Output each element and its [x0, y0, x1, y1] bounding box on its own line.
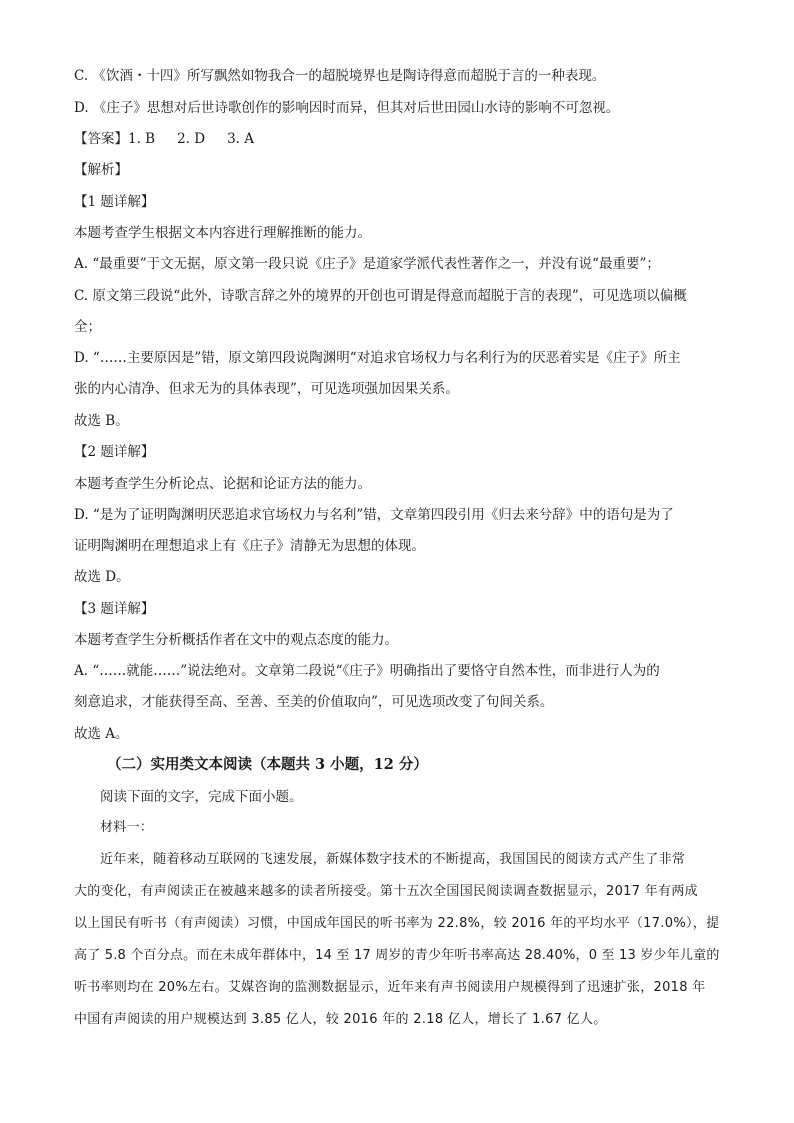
answer-line — [74, 129, 724, 149]
q1-heading: 【1 题详解】 — [74, 194, 155, 210]
q1-option-c-line2: 全； — [74, 319, 101, 335]
answer-2: 2. D — [177, 131, 206, 147]
q1-intro: 本题考查学生根据文本内容进行理解推断的能力。 — [74, 225, 371, 241]
answer-tag: 【答案】 — [74, 131, 128, 147]
q3-option-a-line2: 刻意追求，才能获得至高、至善、至美的价值取向”，可见选项改变了句间关系。 — [74, 694, 554, 710]
q1-option-c-line1: C. 原文第三段说“此外，诗歌言辞之外的境界的开创也可谓是得意而超脱于言的表现”，可见选项以偏概 — [74, 288, 687, 304]
material-paragraph-line2: 大的变化，有声阅读正在被越来越多的读者所接受。第十五次全国国民阅读调查数据显示，2017 年有两成 — [74, 884, 698, 899]
q3-choice: 故选 A。 — [74, 726, 129, 742]
section-instruction: 阅读下面的文字，完成下面小题。 — [100, 789, 303, 805]
answer-1: 1. B — [128, 131, 156, 147]
q1-option-d-line2: 张的内心清净、但求无为的具体表现”，可见选项强加因果关系。 — [74, 381, 459, 397]
analysis-tag: 【解析】 — [74, 162, 128, 178]
q3-intro: 本题考查学生分析概括作者在文中的观点态度的能力。 — [74, 632, 398, 648]
q1-choice: 故选 B。 — [74, 413, 129, 429]
q1-option-d-line1: D. “……主要原因是”错，原文第四段说陶渊明“对追求官场权力与名利行为的厌恶着实是《庄子》所主 — [74, 350, 681, 366]
material-paragraph-line6: 中国有声阅读的用户规模达到 3.85 亿人，较 2016 年的 2.18 亿人，增长了 1.67 亿人。 — [74, 1012, 607, 1027]
material-label: 材料一： — [100, 820, 154, 835]
q3-heading: 【3 题详解】 — [74, 601, 155, 617]
q3-option-a-line1: A. “……就能……”说法绝对。文章第二段说“《庄子》明确指出了要恪守自然本性，而非进行人为的 — [74, 663, 660, 679]
q2-option-d-line1: D. “是为了证明陶渊明厌恶追求官场权力与名利”错，文章第四段引用《归去来兮辞》中的语句是为了 — [74, 507, 674, 523]
option-d: D. 《庄子》思想对后世诗歌创作的影响因时而异，但其对后世田园山水诗的影响不可忽视。 — [74, 100, 620, 116]
material-paragraph-line1: 近年来，随着移动互联网的飞速发展，新媒体数字技术的不断提高，我国国民的阅读方式产生了非常 — [100, 852, 686, 867]
q2-intro: 本题考查学生分析论点、论据和论证方法的能力。 — [74, 476, 371, 492]
option-c: C. 《饮酒・十四》所写飘然如物我合一的超脱境界也是陶诗得意而超脱于言的一种表现。 — [74, 68, 606, 84]
q1-option-a: A. “最重要”于文无据，原文第一段只说《庄子》是道家学派代表性著作之一，并没有说“最重要”； — [74, 256, 660, 272]
q2-choice: 故选 D。 — [74, 569, 130, 585]
q2-option-d-line2: 证明陶渊明在理想追求上有《庄子》清静无为思想的体现。 — [74, 538, 425, 554]
section-title: （二）实用类文本阅读（本题共 3 小题，12 分） — [107, 756, 428, 773]
q2-heading: 【2 题详解】 — [74, 444, 155, 460]
material-paragraph-line5: 听书率则均在 20%左右。艾媒咨询的监测数据显示，近年来有声书阅读用户规模得到了迅速扩张，2018 年 — [74, 980, 706, 995]
material-paragraph-line3: 以上国民有听书（有声阅读）习惯，中国成年国民的听书率为 22.8%，较 2016 年的平均水平（17.0%），提 — [74, 916, 720, 931]
answer-3: 3. A — [227, 131, 255, 147]
material-paragraph-line4: 高了 5.8 个百分点。而在未成年群体中，14 至 17 周岁的青少年听书率高达 28.40%，0 至 13 岁少年儿童的 — [74, 948, 720, 963]
